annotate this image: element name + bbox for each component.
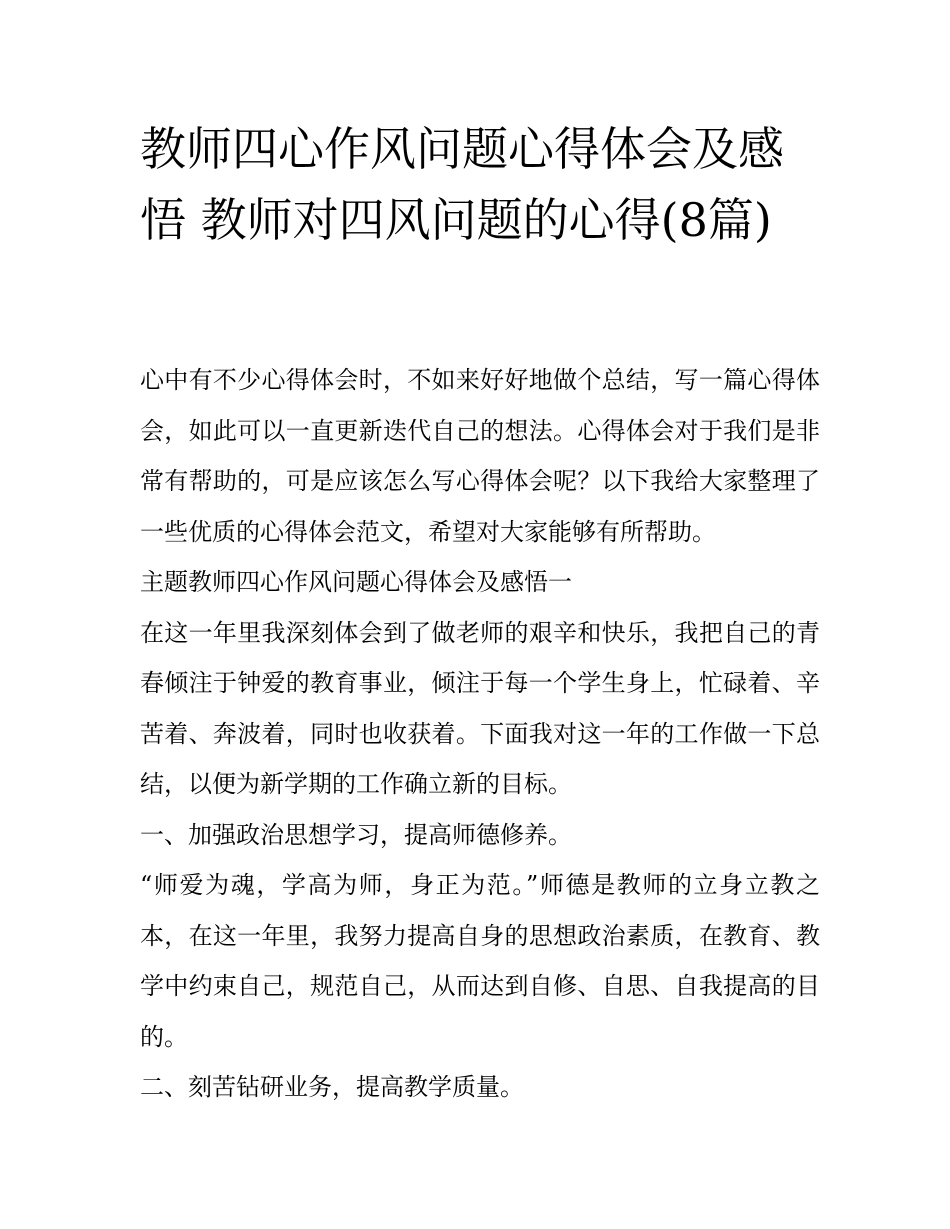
document-body [140, 355, 820, 1113]
intro-paragraph: 心中有不少心得体会时，不如来好好地做个总结，写一篇心得体会，如此可以一直更新迭代自己的想法。心得体会对于我们是非常有帮助的，可是应该怎么写心得体会呢？以下我给大家整理了一些优质的心得体会范文，希望对大家能够有所帮助。 [140, 366, 820, 546]
subheading-1: 一、加强政治思想学习，提高师德修养。 [140, 820, 572, 849]
body-paragraph: 在这一年里我深刻体会到了做老师的艰辛和快乐，我把自己的青春倾注于钟爱的教育事业，倾注于每一个学生身上，忙碌着、辛苦着、奔波着，同时也收获着。下面我对这一年的工作做一下总结，以便为新学期的工作确立新的目标。 [140, 618, 820, 798]
document-title: 教师四心作风问题心得体会及感悟 教师对四风问题的心得(8篇) [140, 122, 784, 247]
section-heading: 主题教师四心作风问题心得体会及感悟一 [140, 568, 572, 596]
body-paragraph: “师爱为魂，学高为师，身正为范。”师德是教师的立身立教之本，在这一年里，我努力提高自身的思想政治素质，在教育、教学中约束自己，规范自己，从而达到自修、自思、自我提高的目的。 [140, 871, 820, 1051]
subheading-2: 二、刻苦钻研业务，提高教学质量。 [140, 1073, 524, 1101]
